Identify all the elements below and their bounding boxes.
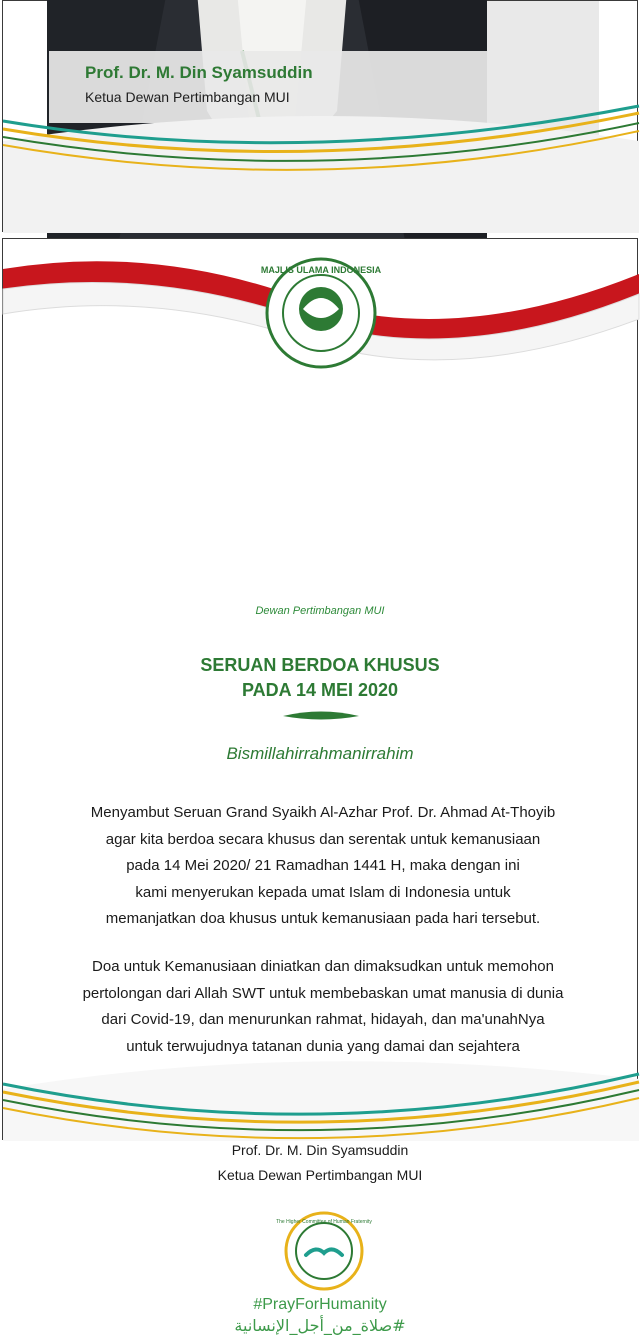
headline-line-1: SERUAN BERDOA KHUSUS: [200, 655, 440, 675]
person-name: Prof. Dr. M. Din Syamsuddin: [85, 63, 313, 82]
human-fraternity-emblem: [276, 1211, 372, 1291]
svg-text:MAJLIS ULAMA INDONESIA: MAJLIS ULAMA INDONESIA: [260, 265, 382, 275]
basmala: Bismillahirrahmanirrahim: [226, 744, 414, 763]
paragraph-2: Doa untuk Kemanusiaan diniatkan dan dimaksudkan untuk memohon pertolongan dari Allah SWT untuk membebaskan umat manusia di dunia dari Covid-19, dan menurunkan rahmat, hidayah, dan ma'unahNya untuk terwujudnya tatanan dunia yang damai dan sejahtera: [82, 958, 564, 1055]
top-wave-decoration: [3, 101, 639, 233]
hashtag[interactable]: #PrayForHumanity: [253, 1296, 387, 1313]
headline-line-2: PADA 14 MEI 2020: [241, 680, 399, 700]
council-label: Dewan Pertimbangan MUI: [255, 605, 385, 617]
signature-title: Ketua Dewan Pertimbangan MUI: [217, 1167, 423, 1183]
paragraph-1: Menyambut Seruan Grand Syaikh Al-Azhar Prof. Dr. Ahmad At-Thoyib agar kita berdoa secara khusus dan serentak untuk kemanusiaan pada 14 Mei 2020/ 21 Ramadhan 1441 H, maka dengan ini kami menyerukan kepada umat Islam di Indonesia untuk memanjatkan doa khusus untuk kemanusiaan pada hari tersebut.: [90, 804, 556, 927]
svg-text:The Higher Committee of Human: The Higher Committee of Human Fraternity: [276, 1219, 372, 1225]
ornament-divider: [281, 709, 361, 723]
announcement-card: [2, 238, 638, 1335]
top-card: [2, 0, 638, 232]
signature-name: Prof. Dr. M. Din Syamsuddin: [231, 1142, 409, 1158]
bottom-wave-decoration: [3, 889, 639, 1141]
hashtag-arabic[interactable]: #صلاة_من_أجل_الإنسانية: [234, 1316, 406, 1335]
mui-logo: [260, 257, 382, 369]
person-title: Ketua Dewan Pertimbangan MUI: [85, 89, 290, 105]
